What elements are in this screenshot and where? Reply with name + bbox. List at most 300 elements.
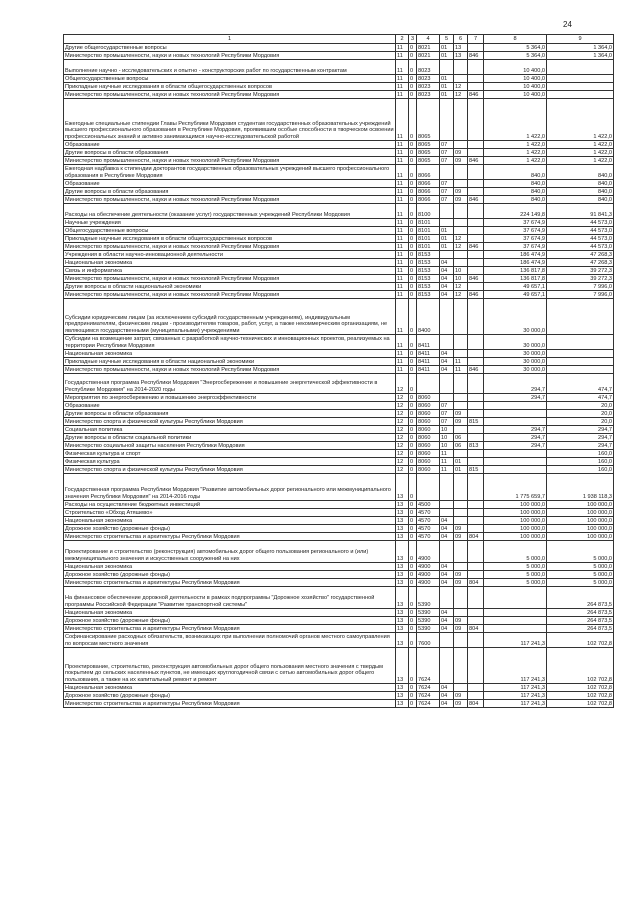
- code-col-7: [468, 235, 484, 243]
- code-col-2: 12: [396, 458, 409, 466]
- code-col-5: [440, 541, 454, 563]
- row-name: Прикладные научные исследования в области общегосударственных вопросов: [64, 83, 396, 91]
- code-col-5: 10: [440, 426, 454, 434]
- code-col-6: [454, 60, 468, 75]
- code-col-3: 0: [409, 275, 417, 283]
- row-name: Национальная экономика: [64, 563, 396, 571]
- amount-col-8: [484, 617, 547, 625]
- code-col-5: [440, 474, 454, 501]
- amount-col-9: 102 702,8: [547, 648, 614, 684]
- code-col-3: 0: [409, 458, 417, 466]
- amount-col-9: 160,0: [547, 466, 614, 474]
- code-col-5: 07: [440, 141, 454, 149]
- amount-col-8: 30 000,0: [484, 299, 547, 335]
- code-col-7: [468, 350, 484, 358]
- row-name: Прикладные научные исследования в области национальной экономики: [64, 358, 396, 366]
- amount-col-8: 37 674,9: [484, 235, 547, 243]
- amount-col-9: 1 422,0: [547, 149, 614, 157]
- code-col-5: 11: [440, 458, 454, 466]
- code-col-2: 11: [396, 259, 409, 267]
- amount-col-9: 102 702,8: [547, 633, 614, 648]
- code-col-4: 8065: [417, 99, 440, 141]
- code-col-4: 8060: [417, 410, 440, 418]
- code-col-3: 0: [409, 251, 417, 259]
- amount-col-8: 49 657,1: [484, 283, 547, 291]
- table-row: [64, 243, 614, 251]
- row-name: Строительство «Обход Атяшево»: [64, 509, 396, 517]
- code-col-7: [468, 358, 484, 366]
- code-col-2: 11: [396, 99, 409, 141]
- code-col-2: 12: [396, 434, 409, 442]
- row-name: Другие вопросы в области национальной экономики: [64, 283, 396, 291]
- code-col-4: 8060: [417, 426, 440, 434]
- code-col-3: 0: [409, 374, 417, 394]
- code-col-4: 8153: [417, 283, 440, 291]
- code-col-6: 09: [454, 157, 468, 165]
- code-col-3: 0: [409, 394, 417, 402]
- amount-col-9: 160,0: [547, 458, 614, 466]
- row-name: Расходы на осуществление бюджетных инвестиций: [64, 501, 396, 509]
- code-col-7: 815: [468, 466, 484, 474]
- code-col-3: 0: [409, 402, 417, 410]
- code-col-2: 11: [396, 275, 409, 283]
- code-col-5: [440, 587, 454, 609]
- code-col-2: 11: [396, 243, 409, 251]
- code-col-4: 8060: [417, 442, 440, 450]
- table-row: [64, 509, 614, 517]
- code-col-3: 0: [409, 243, 417, 251]
- table-row: [64, 458, 614, 466]
- code-col-6: 09: [454, 410, 468, 418]
- table-row: [64, 235, 614, 243]
- code-col-2: 11: [396, 366, 409, 374]
- code-col-6: [454, 684, 468, 692]
- code-col-2: 12: [396, 450, 409, 458]
- code-col-5: 04: [440, 625, 454, 633]
- code-col-4: 8023: [417, 75, 440, 83]
- row-name: Расходы на обеспечение деятельности (оказание услуг) государственных учреждений Республики Мордовия: [64, 204, 396, 219]
- row-name: Образование: [64, 141, 396, 149]
- code-col-2: 11: [396, 196, 409, 204]
- amount-col-9: 474,7: [547, 394, 614, 402]
- code-col-5: 04: [440, 259, 454, 267]
- code-col-2: 11: [396, 299, 409, 335]
- row-name: Учреждения в области научно-инновационной деятельности: [64, 251, 396, 259]
- table-header-row: [64, 35, 614, 44]
- code-col-7: [468, 450, 484, 458]
- amount-col-9: [547, 350, 614, 358]
- code-col-4: 8066: [417, 165, 440, 180]
- code-col-4: 8411: [417, 335, 440, 350]
- code-col-2: 13: [396, 509, 409, 517]
- row-name: Образование: [64, 180, 396, 188]
- code-col-2: 11: [396, 350, 409, 358]
- code-col-6: [454, 251, 468, 259]
- code-col-4: 8411: [417, 366, 440, 374]
- code-col-7: [468, 251, 484, 259]
- row-name: Министерство промышленности, науки и новых технологий Республики Мордовия: [64, 275, 396, 283]
- code-col-4: 5390: [417, 625, 440, 633]
- row-name: Национальная экономика: [64, 684, 396, 692]
- row-name: Государственная программа Республики Мордовия "Энергосбережение и повышение энергетической эффективности в Республике Мордовия" на 2014-2020 годы: [64, 374, 396, 394]
- code-col-3: 0: [409, 335, 417, 350]
- code-col-7: 846: [468, 275, 484, 283]
- code-col-6: [454, 180, 468, 188]
- amount-col-9: 294,7: [547, 426, 614, 434]
- code-col-3: 0: [409, 99, 417, 141]
- amount-col-9: 100 000,0: [547, 517, 614, 525]
- code-col-6: 09: [454, 525, 468, 533]
- amount-col-9: 7 996,0: [547, 283, 614, 291]
- code-col-3: 0: [409, 609, 417, 617]
- code-col-6: 09: [454, 692, 468, 700]
- code-col-6: [454, 141, 468, 149]
- amount-col-8: 294,7: [484, 442, 547, 450]
- code-col-7: [468, 426, 484, 434]
- row-name: Дорожное хозяйство (дорожные фонды): [64, 617, 396, 625]
- code-col-7: [468, 692, 484, 700]
- code-col-5: [440, 165, 454, 180]
- code-col-2: 13: [396, 648, 409, 684]
- amount-col-9: 840,0: [547, 165, 614, 180]
- code-col-5: 04: [440, 517, 454, 525]
- code-col-3: 0: [409, 219, 417, 227]
- code-col-5: 01: [440, 91, 454, 99]
- code-col-5: 01: [440, 227, 454, 235]
- amount-col-9: [547, 366, 614, 374]
- row-name: На финансовое обеспечение дорожной деятельности в рамках подпрограммы "Дорожное хозяйство" государственной программы Российской Федерации "Развитие транспортной системы": [64, 587, 396, 609]
- code-col-7: [468, 474, 484, 501]
- code-col-7: [468, 267, 484, 275]
- row-name: Научные учреждения: [64, 219, 396, 227]
- code-col-2: 11: [396, 227, 409, 235]
- code-col-3: 0: [409, 141, 417, 149]
- code-col-7: 846: [468, 291, 484, 299]
- code-col-5: 07: [440, 410, 454, 418]
- code-col-4: 8153: [417, 251, 440, 259]
- code-col-7: [468, 402, 484, 410]
- code-col-5: 07: [440, 402, 454, 410]
- amount-col-8: 5 000,0: [484, 563, 547, 571]
- amount-col-9: 20,0: [547, 410, 614, 418]
- code-col-2: 13: [396, 617, 409, 625]
- table-row: [64, 587, 614, 609]
- table-row: [64, 299, 614, 335]
- code-col-4: 4570: [417, 509, 440, 517]
- table-body: [64, 44, 614, 708]
- code-col-2: 13: [396, 684, 409, 692]
- code-col-5: 11: [440, 450, 454, 458]
- table-row: [64, 692, 614, 700]
- table-row: [64, 99, 614, 141]
- code-col-7: [468, 587, 484, 609]
- code-col-5: 11: [440, 466, 454, 474]
- amount-col-8: 10 400,0: [484, 83, 547, 91]
- code-col-4: 8100: [417, 204, 440, 219]
- amount-col-8: 1 422,0: [484, 99, 547, 141]
- row-name: Министерство промышленности, науки и новых технологий Республики Мордовия: [64, 157, 396, 165]
- table-row: [64, 251, 614, 259]
- table-row: [64, 75, 614, 83]
- code-col-3: 0: [409, 180, 417, 188]
- amount-col-9: [547, 335, 614, 350]
- code-col-7: [468, 617, 484, 625]
- code-col-6: 09: [454, 571, 468, 579]
- code-col-2: 13: [396, 579, 409, 587]
- code-col-2: 11: [396, 219, 409, 227]
- code-col-2: 13: [396, 525, 409, 533]
- code-col-7: [468, 648, 484, 684]
- code-col-3: 0: [409, 410, 417, 418]
- amount-col-8: 117 241,3: [484, 633, 547, 648]
- code-col-7: [468, 299, 484, 335]
- row-name: Ежегодные специальные стипендии Главы Республики Мордовия студентам государственных образовательных учреждений высшего профессионального образования в Республике Мордовия, проявившим особые способности в творческом освоении профессиональных знаний и активно занимающимся научно-исследовательской работой: [64, 99, 396, 141]
- table-row: [64, 579, 614, 587]
- code-col-3: 0: [409, 525, 417, 533]
- code-col-2: 12: [396, 394, 409, 402]
- code-col-7: 846: [468, 91, 484, 99]
- amount-col-9: 44 573,0: [547, 235, 614, 243]
- code-col-5: 04: [440, 617, 454, 625]
- code-col-6: [454, 541, 468, 563]
- amount-col-8: 100 000,0: [484, 517, 547, 525]
- amount-col-8: 37 674,9: [484, 243, 547, 251]
- code-col-5: 04: [440, 283, 454, 291]
- column-header: 8: [484, 35, 547, 44]
- code-col-3: 0: [409, 450, 417, 458]
- amount-col-9: [547, 60, 614, 75]
- code-col-6: 12: [454, 91, 468, 99]
- row-name: Министерство строительства и архитектуры Республики Мордовия: [64, 625, 396, 633]
- amount-col-9: 20,0: [547, 418, 614, 426]
- code-col-5: 07: [440, 196, 454, 204]
- code-col-3: 0: [409, 571, 417, 579]
- table-row: [64, 188, 614, 196]
- code-col-3: 0: [409, 196, 417, 204]
- amount-col-9: 1 422,0: [547, 141, 614, 149]
- code-col-3: 0: [409, 648, 417, 684]
- code-col-3: 0: [409, 188, 417, 196]
- amount-col-8: 5 000,0: [484, 571, 547, 579]
- amount-col-8: 186 474,9: [484, 251, 547, 259]
- amount-col-9: 100 000,0: [547, 533, 614, 541]
- amount-col-9: 102 702,8: [547, 684, 614, 692]
- code-col-4: 4570: [417, 525, 440, 533]
- code-col-2: 11: [396, 358, 409, 366]
- table-row: [64, 426, 614, 434]
- code-col-2: 13: [396, 501, 409, 509]
- code-col-2: 13: [396, 587, 409, 609]
- code-col-5: [440, 299, 454, 335]
- code-col-3: 0: [409, 617, 417, 625]
- code-col-5: [440, 394, 454, 402]
- row-name: Образование: [64, 402, 396, 410]
- code-col-4: 8060: [417, 450, 440, 458]
- code-col-3: 0: [409, 366, 417, 374]
- row-name: Дорожное хозяйство (дорожные фонды): [64, 571, 396, 579]
- row-name: Субсидии юридическим лицам (за исключением субсидий государственным учреждениям), индивидуальным предпринимателям, физическим лицам - производителям товаров, работ, услуг, а также некоммерческим организациям, не являющимся государственными (муниципальными) учреждениями: [64, 299, 396, 335]
- amount-col-9: 1 422,0: [547, 99, 614, 141]
- code-col-3: 0: [409, 350, 417, 358]
- code-col-5: 01: [440, 52, 454, 60]
- code-col-4: 8153: [417, 291, 440, 299]
- code-col-2: 11: [396, 165, 409, 180]
- code-col-6: 09: [454, 617, 468, 625]
- code-col-6: [454, 402, 468, 410]
- code-col-3: 0: [409, 625, 417, 633]
- code-col-4: 8400: [417, 299, 440, 335]
- code-col-6: [454, 648, 468, 684]
- code-col-5: 07: [440, 188, 454, 196]
- table-row: [64, 684, 614, 692]
- table-row: [64, 267, 614, 275]
- amount-col-8: 136 817,8: [484, 275, 547, 283]
- code-col-2: 11: [396, 60, 409, 75]
- code-col-6: 09: [454, 533, 468, 541]
- code-col-3: 0: [409, 291, 417, 299]
- table-row: [64, 374, 614, 394]
- code-col-3: 0: [409, 235, 417, 243]
- amount-col-9: 100 000,0: [547, 509, 614, 517]
- amount-col-8: 5 000,0: [484, 579, 547, 587]
- row-name: Министерство промышленности, науки и новых технологий Республики Мордовия: [64, 366, 396, 374]
- amount-col-8: 100 000,0: [484, 509, 547, 517]
- row-name: Министерство спорта и физической культуры Республики Мордовия: [64, 418, 396, 426]
- code-col-4: 8066: [417, 196, 440, 204]
- code-col-6: 11: [454, 366, 468, 374]
- amount-col-9: 1 364,0: [547, 52, 614, 60]
- code-col-4: 8153: [417, 259, 440, 267]
- code-col-2: 11: [396, 52, 409, 60]
- code-col-6: [454, 609, 468, 617]
- code-col-2: 13: [396, 517, 409, 525]
- amount-col-9: 5 000,0: [547, 541, 614, 563]
- code-col-3: 0: [409, 75, 417, 83]
- code-col-7: [468, 541, 484, 563]
- table-row: [64, 165, 614, 180]
- code-col-7: [468, 410, 484, 418]
- table-row: [64, 227, 614, 235]
- column-header: 1: [64, 35, 396, 44]
- amount-col-9: 1 938 118,3: [547, 474, 614, 501]
- row-name: Министерство строительства и архитектуры Республики Мордовия: [64, 533, 396, 541]
- code-col-4: 7624: [417, 692, 440, 700]
- code-col-6: 06: [454, 442, 468, 450]
- code-col-6: [454, 394, 468, 402]
- code-col-2: 13: [396, 700, 409, 708]
- code-col-7: [468, 99, 484, 141]
- code-col-4: 8153: [417, 275, 440, 283]
- row-name: Национальная экономика: [64, 259, 396, 267]
- table-row: [64, 633, 614, 648]
- amount-col-8: [484, 402, 547, 410]
- amount-col-9: 39 272,3: [547, 275, 614, 283]
- table-row: [64, 450, 614, 458]
- code-col-2: 11: [396, 75, 409, 83]
- code-col-6: 12: [454, 243, 468, 251]
- column-header: 2: [396, 35, 409, 44]
- amount-col-9: 5 000,0: [547, 579, 614, 587]
- code-col-4: 8066: [417, 180, 440, 188]
- code-col-7: 804: [468, 625, 484, 633]
- code-col-7: 804: [468, 579, 484, 587]
- code-col-7: 815: [468, 418, 484, 426]
- row-name: Министерство промышленности, науки и новых технологий Республики Мордовия: [64, 52, 396, 60]
- code-col-6: 09: [454, 625, 468, 633]
- code-col-7: [468, 684, 484, 692]
- code-col-7: [468, 571, 484, 579]
- row-name: Другие вопросы в области образования: [64, 149, 396, 157]
- code-col-2: 11: [396, 44, 409, 52]
- table-row: [64, 275, 614, 283]
- amount-col-9: 47 268,3: [547, 251, 614, 259]
- row-name: Государственная программа Республики Мордовия "Развитие автомобильных дорог регионального или межмуниципального значения Республики Мордовия" на 2014-2016 годы: [64, 474, 396, 501]
- code-col-6: [454, 517, 468, 525]
- amount-col-9: 39 272,3: [547, 267, 614, 275]
- amount-col-9: 474,7: [547, 374, 614, 394]
- code-col-2: 11: [396, 141, 409, 149]
- code-col-5: [440, 60, 454, 75]
- code-col-6: 11: [454, 358, 468, 366]
- table-row: [64, 204, 614, 219]
- table-row: [64, 60, 614, 75]
- code-col-4: 8060: [417, 402, 440, 410]
- code-col-2: 11: [396, 251, 409, 259]
- code-col-2: 13: [396, 609, 409, 617]
- code-col-5: 04: [440, 684, 454, 692]
- code-col-6: 12: [454, 235, 468, 243]
- row-name: Другие вопросы в области социальной политики: [64, 434, 396, 442]
- code-col-6: 09: [454, 149, 468, 157]
- code-col-2: 11: [396, 188, 409, 196]
- amount-col-9: 44 573,0: [547, 219, 614, 227]
- code-col-5: 04: [440, 358, 454, 366]
- code-col-6: 09: [454, 579, 468, 587]
- table-row: [64, 617, 614, 625]
- row-name: Другие вопросы в области образования: [64, 410, 396, 418]
- code-col-6: 12: [454, 83, 468, 91]
- table-row: [64, 648, 614, 684]
- row-name: Министерство спорта и физической культуры Республики Мордовия: [64, 466, 396, 474]
- table-row: [64, 52, 614, 60]
- code-col-4: 8021: [417, 52, 440, 60]
- table-row: [64, 563, 614, 571]
- amount-col-8: 30 000,0: [484, 358, 547, 366]
- amount-col-9: 160,0: [547, 450, 614, 458]
- code-col-3: 0: [409, 434, 417, 442]
- table-row: [64, 525, 614, 533]
- column-header: 3: [409, 35, 417, 44]
- table-row: [64, 434, 614, 442]
- row-name: Дорожное хозяйство (дорожные фонды): [64, 692, 396, 700]
- code-col-7: [468, 563, 484, 571]
- code-col-3: 0: [409, 165, 417, 180]
- code-col-7: 846: [468, 366, 484, 374]
- amount-col-9: 100 000,0: [547, 501, 614, 509]
- code-col-6: 12: [454, 291, 468, 299]
- code-col-4: 8101: [417, 243, 440, 251]
- amount-col-8: 100 000,0: [484, 525, 547, 533]
- amount-col-8: 117 241,3: [484, 648, 547, 684]
- table-row: [64, 83, 614, 91]
- code-col-7: 846: [468, 52, 484, 60]
- code-col-6: [454, 474, 468, 501]
- code-col-3: 0: [409, 587, 417, 609]
- code-col-6: [454, 350, 468, 358]
- code-col-2: 12: [396, 374, 409, 394]
- code-col-7: [468, 525, 484, 533]
- code-col-2: 11: [396, 180, 409, 188]
